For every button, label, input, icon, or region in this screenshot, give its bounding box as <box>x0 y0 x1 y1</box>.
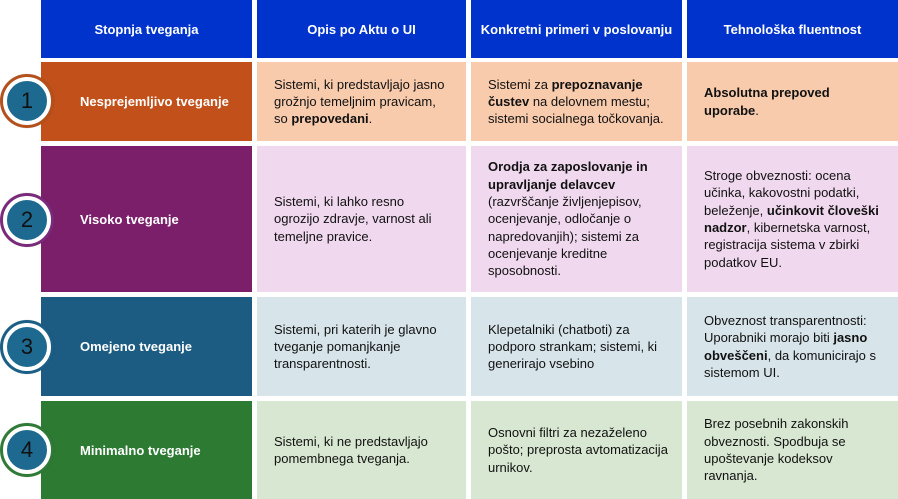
examples-cell <box>471 401 682 499</box>
risk-level-label: Omejeno tveganje <box>80 339 192 354</box>
fluency-text: Stroge obveznosti: ocena učinka, kakovostni podatki, beleženje, <box>704 168 860 218</box>
fluency-bold: Absolutna prepoved uporabe <box>704 85 830 118</box>
risk-level-unacceptable <box>41 62 252 141</box>
risk-level-minimal <box>41 401 252 499</box>
risk-level-label: Visoko tveganje <box>80 211 179 227</box>
fluency-bold: jasno obveščeni <box>704 330 868 363</box>
fluency-text-end: , da komunicirajo s sistemom UI. <box>704 347 876 380</box>
fluency-cell <box>687 62 898 141</box>
ai-act-cell <box>257 62 466 141</box>
header-examples <box>471 0 682 58</box>
fluency-text-end: , kibernetska varnost, registracija sistema v zbirki podatkov EU. <box>704 220 871 270</box>
ai-act-cell <box>257 297 466 396</box>
examples-cell <box>471 62 682 141</box>
risk-number: 3 <box>20 334 34 359</box>
risk-number-badge <box>3 196 51 244</box>
ai-act-cell <box>257 401 466 499</box>
risk-number: 2 <box>20 207 34 232</box>
fluency-bold: učinkovit človeški nadzor <box>704 202 879 235</box>
fluency-cell <box>687 297 898 396</box>
examples-text: Sistemi za <box>488 76 552 92</box>
header-fluency-text: Tehnološka fluentnost <box>723 21 862 37</box>
examples-text: Klepetalniki (chatboti) za podporo strankam; sistemi, ki generirajo vsebino <box>488 321 658 372</box>
examples-cell <box>471 146 682 292</box>
fluency-text: Obveznost transparentnosti: Uporabniki morajo biti <box>704 312 867 346</box>
header-ai-act <box>257 0 466 58</box>
ai-act-cell <box>257 146 466 292</box>
ai-act-text: Sistemi, pri katerih je glavno tveganje pomanjkanje transparentnosti. <box>274 321 437 372</box>
header-fluency <box>687 0 898 58</box>
examples-text-end: na delovnem mestu; sistemi socialnega točkovanja. <box>488 93 664 127</box>
examples-cell <box>471 297 682 396</box>
header-risk-level <box>41 0 252 58</box>
risk-level-limited <box>41 297 252 396</box>
fluency-text: Brez posebnih zakonskih obveznosti. Spodbuja se upoštevanje kodeksov ravnanja. <box>704 416 849 484</box>
ai-act-text-end: . <box>368 111 373 127</box>
risk-number: 1 <box>20 88 34 113</box>
examples-bold: Orodja za zaposlovanje in upravljanje delavcev <box>488 159 648 192</box>
risk-level-label: Nesprejemljivo tveganje <box>80 94 229 109</box>
risk-level-high <box>41 146 252 292</box>
risk-number-badge <box>3 426 51 474</box>
examples-text: Osnovni filtri za nezaželeno pošto; preprosta avtomatizacija urnikov. <box>488 425 668 475</box>
ai-act-text: Sistemi, ki lahko resno ogrozijo zdravje, varnost ali temeljne pravice. <box>274 194 432 244</box>
ai-act-bold: prepovedani <box>291 111 369 127</box>
ai-act-text: Sistemi, ki ne predstavljajo pomembnega tveganja. <box>274 433 428 466</box>
header-examples-text: Konkretni primeri v poslovanju <box>480 21 673 37</box>
header-risk-level-text: Stopnja tveganja <box>94 21 199 37</box>
risk-number-badge <box>3 323 51 371</box>
examples-bold: prepoznavanje čustev <box>488 76 643 109</box>
ai-act-text: Sistemi, ki predstavljajo jasno grožnjo temeljnim pravicam, so <box>274 76 445 127</box>
fluency-text-end: . <box>755 102 759 118</box>
fluency-cell <box>687 146 898 292</box>
fluency-cell <box>687 401 898 499</box>
examples-text-end: (razvrščanje življenjepisov, ocenjevanje, odločanje o napredovanjih); sistemi za ocenjevanje kreditne sposobnosti. <box>488 194 642 279</box>
risk-level-label: Minimalno tveganje <box>80 442 201 458</box>
risk-number: 4 <box>20 437 34 462</box>
header-ai-act-text: Opis po Aktu o UI <box>307 21 416 37</box>
risk-number-badge <box>3 77 51 125</box>
